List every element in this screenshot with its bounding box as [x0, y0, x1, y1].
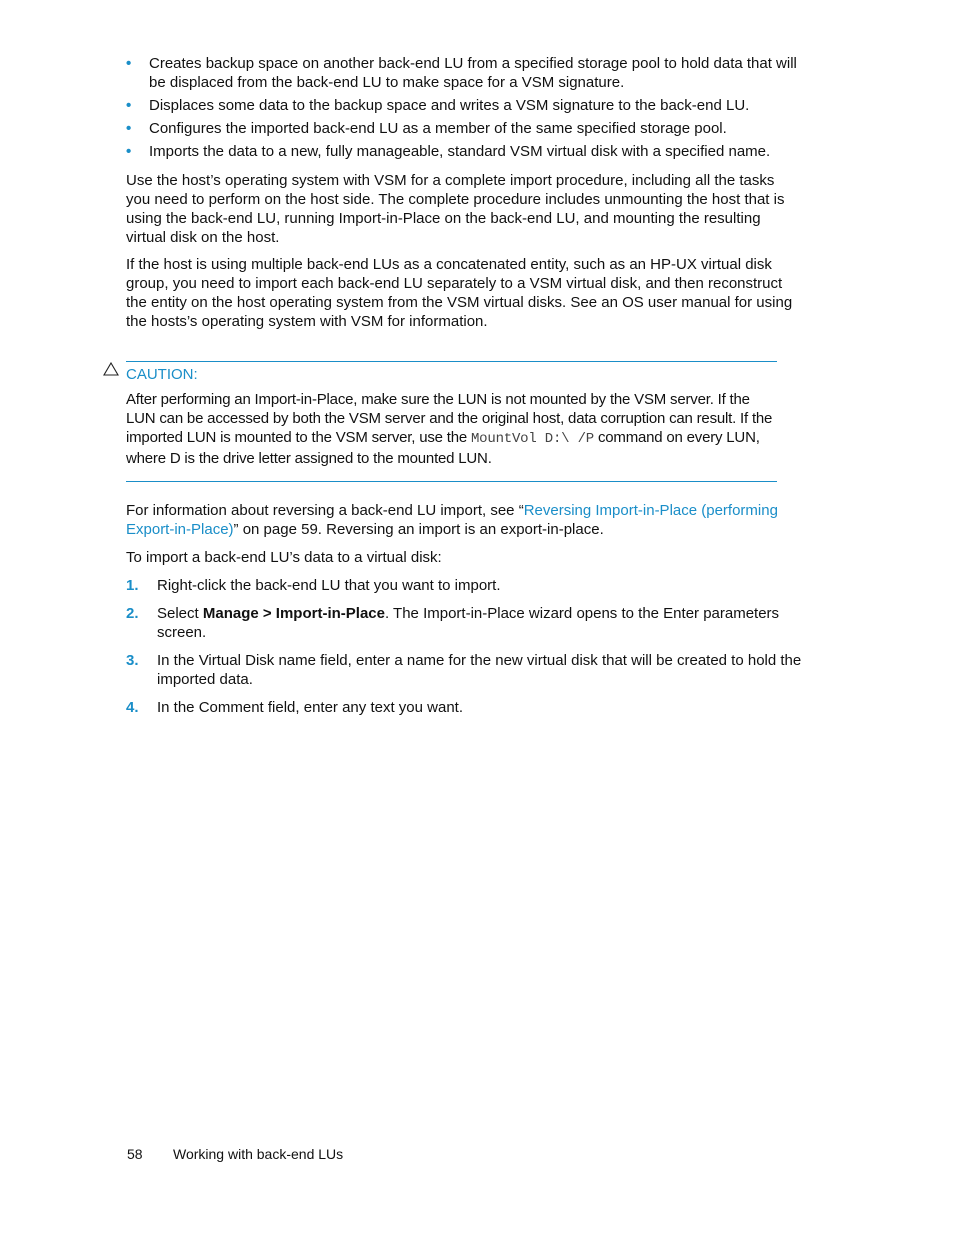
step-number: 3.	[126, 652, 139, 669]
section-title: Working with back-end LUs	[173, 1146, 344, 1162]
step-number: 4.	[126, 699, 139, 716]
page-number: 58	[127, 1146, 143, 1162]
step-number: 2.	[126, 605, 139, 622]
caution-title: CAUTION:	[126, 366, 198, 383]
bullet-item: • Imports the data to a new, fully manageable, standard VSM virtual disk with a specified name.	[126, 142, 802, 161]
step-item	[126, 604, 802, 642]
paragraph-reversing	[126, 501, 802, 539]
caution-top-rule	[126, 361, 777, 362]
warning-triangle-icon	[103, 362, 119, 376]
paragraph-multiple-lus: If the host is using multiple back-end LUs as a concatenated entity, such as an HP-UX virtual disk group, you need to import each back-end LU separately to a VSM virtual disk, and then reconstruct the entity on the host operating system from the VSM virtual disks. See an OS user manual for using the hosts’s operating system with VSM for information.	[126, 256, 793, 330]
para3-end: ” on page 59. Reversing an import is an export-in-place.	[233, 521, 604, 538]
caution-text-end: command on every LUN, where D is the drive letter assigned to the mounted LUN.	[126, 429, 760, 467]
caution-text	[126, 390, 778, 468]
menu-path: Manage > Import-in-Place	[202, 605, 385, 622]
paragraph-host-os: Use the host’s operating system with VSM for a complete import procedure, including all the tasks you need to perform on the host side. The complete procedure includes unmounting the host that is using the back-end LU, running Import-in-Place on the back-end LU, and mounting the resulting virtual disk on the host.	[126, 172, 785, 246]
page-footer	[127, 1145, 343, 1164]
steps-list	[126, 576, 802, 726]
step-text: Right-click the back-end LU that you want to import.	[157, 577, 501, 594]
para3-start: For information about reversing a back-end LU import, see “	[126, 502, 524, 519]
bullet-item: • Configures the imported back-end LU as a member of the same specified storage pool.	[126, 119, 802, 138]
paragraph-intro-steps: To import a back-end LU’s data to a virtual disk:	[126, 549, 442, 566]
step-number: 1.	[126, 577, 139, 594]
step-item	[126, 698, 802, 717]
step-item	[126, 576, 802, 595]
bullet-item: • Creates backup space on another back-end LU from a specified storage pool to hold data that will be displaced from the back-end LU to make space for a VSM signature.	[126, 54, 802, 92]
caution-bottom-rule	[126, 481, 777, 482]
bullet-list	[126, 54, 802, 165]
step-text: In the Comment field, enter any text you want.	[157, 699, 463, 716]
command-code: MountVol D:\ /P	[470, 431, 594, 447]
reversing-import-link[interactable]: Reversing Import-in-Place (performing Export-in-Place)	[126, 502, 778, 538]
step-item	[126, 651, 802, 689]
step-text-end: . The Import-in-Place wizard opens to the Enter parameters screen.	[157, 605, 780, 641]
caution-text-start: After performing an Import-in-Place, make sure the LUN is not mounted by the VSM server. If the LUN can be accessed by both the VSM server and the original host, data corruption can result. If the imported LUN is mounted to the VSM server, use the	[126, 391, 773, 446]
step-text: In the Virtual Disk name field, enter a name for the new virtual disk that will be created to hold the imported data.	[157, 652, 802, 688]
step-text-start: Select	[157, 605, 203, 622]
bullet-item: • Displaces some data to the backup space and writes a VSM signature to the back-end LU.	[126, 96, 802, 115]
